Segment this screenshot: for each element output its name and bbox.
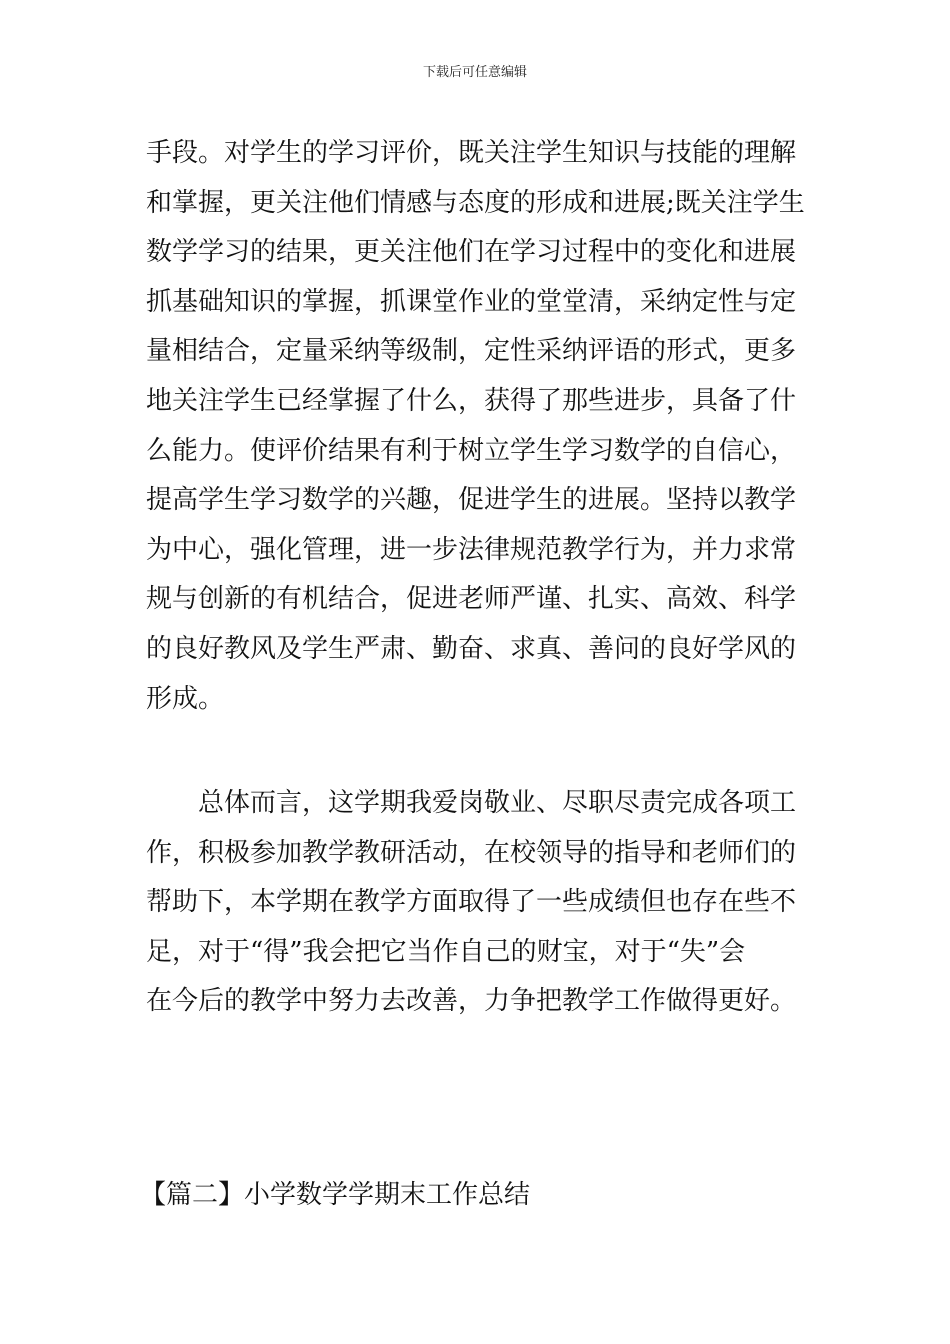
text-line: 抓基础知识的掌握，抓课堂作业的堂堂清，采纳定性与定 [146,286,797,317]
text-line: 量相结合，定量采纳等级制，定性采纳评语的形式，更多 [146,336,797,367]
text-line: 帮助下，本学期在教学方面取得了一些成绩但也存在些不 [146,887,797,918]
section-title: 【篇二】小学数学学期末工作总结 [140,1180,531,1210]
text-line: 的良好教风及学生严肃、勤奋、求真、善问的良好学风的 [146,633,797,664]
text-line: 提高学生学习数学的兴趣，促进学生的进展。坚持以教学 [146,485,797,516]
paragraph-1 [146,129,806,724]
text-line: 和掌握，更关注他们情感与态度的形成和进展;既关注学生 [146,187,805,218]
text-line: 规与创新的有机结合，促进老师严谨、扎实、高效、科学 [146,584,797,615]
text-line: 手段。对学生的学习评价，既关注学生知识与技能的理解 [146,138,797,168]
text-line: 数学学习的结果，更关注他们在学习过程中的变化和进展 [146,237,797,268]
paragraph-2 [146,779,806,1027]
text-line: 形成。 [146,683,225,714]
text-line: 地关注学生已经掌握了什么，获得了那些进步，具备了什 [146,385,797,416]
text-line: 么能力。使评价结果有利于树立学生学习数学的自信心， [146,435,797,466]
text-line: 作，积极参加教学教研活动，在校领导的指导和老师们的 [146,837,797,868]
text-line: 足，对于“得”我会把它当作自己的财宝，对于“失”会 [146,936,746,967]
page-header: 下载后可任意编辑 [422,65,527,80]
text-line: 为中心，强化管理，进一步法律规范教学行为，并力求常 [146,534,797,565]
text-line: 在今后的教学中努力去改善，力争把教学工作做得更好。 [146,986,797,1017]
text-line: 总体而言，这学期我爱岗敬业、尽职尽责完成各项工 [198,788,797,818]
